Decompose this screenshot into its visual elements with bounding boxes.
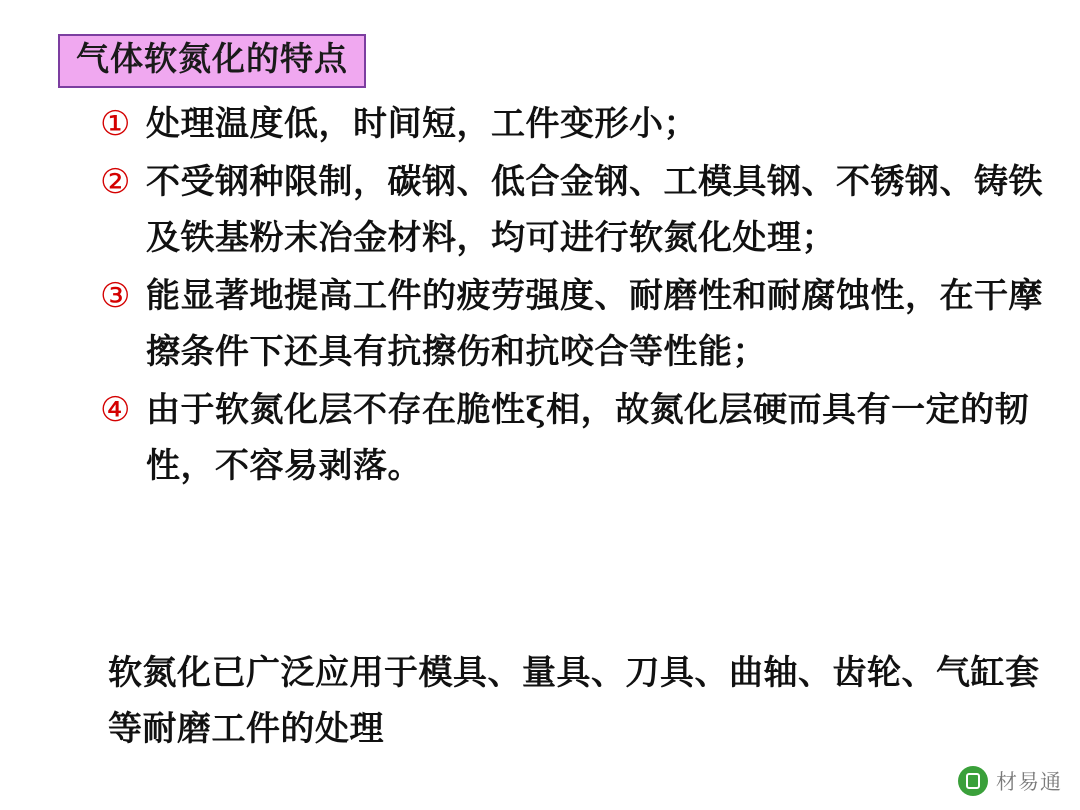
list-item [100,382,1050,494]
list-item [100,268,1050,380]
watermark-label: 材易通 [996,770,1062,794]
list-item-text-3: 能显著地提高工件的疲劳强度、耐磨性和耐腐蚀性，在干摩擦条件下还具有抗擦伤和抗咬合等性能； [146,276,1043,372]
list-item-text-4: 由于软氮化层不存在脆性ξ相，故氮化层硬而具有一定的韧性，不容易剥落。 [146,390,1030,486]
list-item-text-2: 不受钢种限制，碳钢、低合金钢、工模具钢、不锈钢、铸铁及铁基粉末冶金材料，均可进行软氮化处理； [146,162,1043,258]
list-marker-3: ③ [100,276,131,316]
list-marker-4: ④ [100,390,131,430]
book-logo-icon [958,766,988,796]
list-marker-1: ① [100,104,131,144]
watermark [958,766,1062,796]
closing-paragraph: 软氮化已广泛应用于模具、量具、刀具、曲轴、齿轮、气缸套等耐磨工件的处理 [108,653,1040,749]
list-marker-2: ② [100,162,131,202]
list-item-text-1: 处理温度低，时间短，工件变形小； [146,104,698,144]
feature-list [100,96,1050,496]
page-title: 气体软氮化的特点 [58,34,366,88]
list-item [100,96,1050,152]
list-item [100,154,1050,266]
